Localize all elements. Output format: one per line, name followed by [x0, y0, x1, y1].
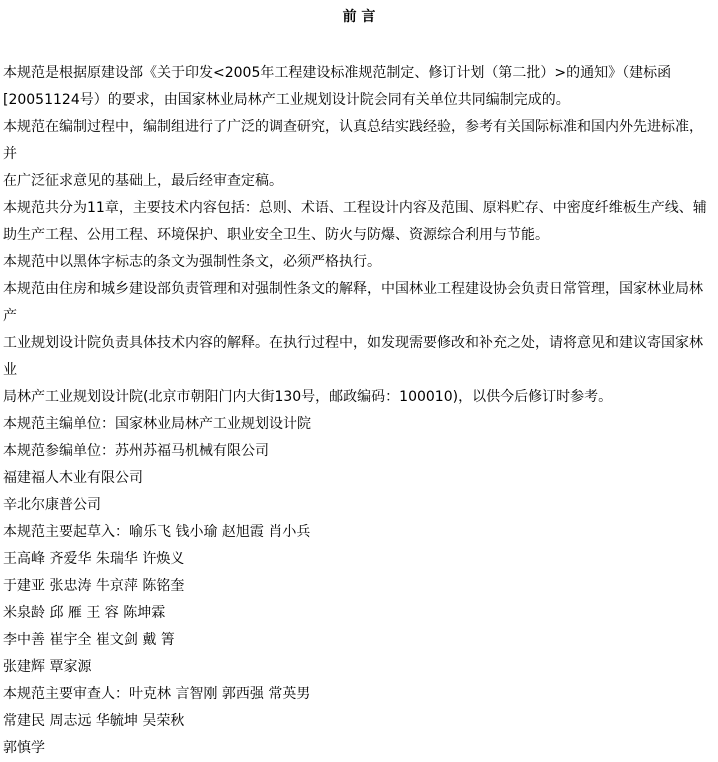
- paragraph-line: 局林产工业规划设计院(北京市朝阳门内大街130号，邮政编码：100010)，以供今后修订时参考。: [3, 389, 613, 405]
- reviewers-line: 常建民 周志远 华毓坤 吴荣秋: [3, 713, 185, 729]
- drafters-line: 本规范主要起草入：喻乐飞 钱小瑜 赵旭霞 肖小兵: [3, 524, 311, 540]
- document-body: [0, 60, 718, 762]
- paragraph-line: 助生产工程、公用工程、环境保护、职业安全卫生、防火与防爆、资源综合利用与节能。: [3, 227, 549, 243]
- drafters-line: 王高峰 齐爱华 朱瑞华 许焕义: [3, 551, 185, 567]
- paragraph-line: 本规范是根据原建设部《关于印发<2005年工程建设标准规范制定、修订计划（第二批）>的通知》（建标函: [3, 65, 672, 81]
- paragraph-line: 在广泛征求意见的基础上，最后经审查定稿。: [3, 173, 283, 189]
- participating-editor-line: 辛北尔康普公司: [3, 497, 101, 513]
- drafters-line: 米泉龄 邱 雁 王 容 陈坤霖: [3, 605, 166, 621]
- drafters-line: 李中善 崔宇全 崔文剑 戴 箐: [3, 632, 175, 648]
- paragraph-line: 本规范中以黑体字标志的条文为强制性条文，必须严格执行。: [3, 254, 381, 270]
- paragraph-line: 本规范在编制过程中，编制组进行了广泛的调查研究，认真总结实践经验，参考有关国际标准和国内外先进标准，并: [3, 119, 703, 162]
- participating-editor-line: 福建福人木业有限公司: [3, 470, 143, 486]
- drafters-line: 张建辉 覃家源: [3, 659, 92, 675]
- page-title: 前 言: [342, 9, 376, 25]
- reviewers-line: 本规范主要审查人：叶克林 言智刚 郭西强 常英男: [3, 686, 311, 702]
- reviewers-line: 郭慎学: [3, 740, 45, 756]
- paragraph-line: [20051124号）的要求，由国家林业局林产工业规划设计院会同有关单位共同编制完成的。: [3, 92, 570, 108]
- chief-editor-line: 本规范主编单位：国家林业局林产工业规划设计院: [3, 416, 311, 432]
- participating-editor-line: 本规范参编单位：苏州苏福马机械有限公司: [3, 443, 269, 459]
- paragraph-line: 本规范共分为11章，主要技术内容包括：总则、术语、工程设计内容及范围、原料贮存、中密度纤维板生产线、辅: [3, 200, 707, 216]
- paragraph-line: 工业规划设计院负责具体技术内容的解释。在执行过程中，如发现需要修改和补充之处，请将意见和建议寄国家林业: [3, 335, 703, 378]
- paragraph-line: 本规范由住房和城乡建设部负责管理和对强制性条文的解释，中国林业工程建设协会负责日常管理，国家林业局林产: [3, 281, 703, 324]
- drafters-line: 于建亚 张忠涛 牛京萍 陈铭奎: [3, 578, 185, 594]
